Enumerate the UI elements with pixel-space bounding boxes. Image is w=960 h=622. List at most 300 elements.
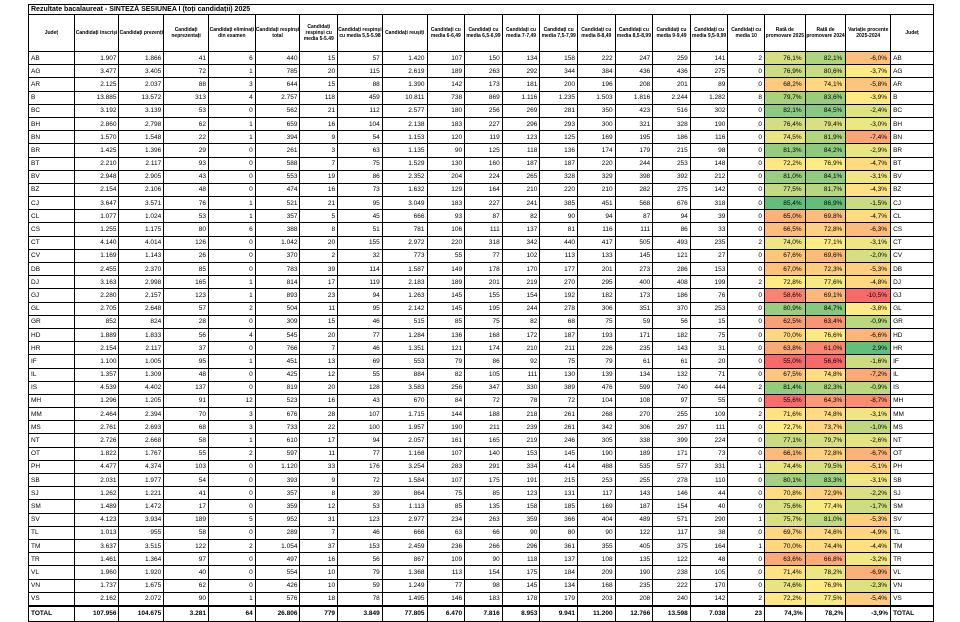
cell-value: 48 bbox=[164, 368, 209, 381]
cell-value: -1,7% bbox=[846, 500, 891, 513]
county-code-right: CV bbox=[891, 249, 934, 262]
cell-value: 523 bbox=[255, 394, 300, 407]
cell-value: 952 bbox=[255, 513, 300, 526]
cell-value: 366 bbox=[540, 513, 578, 526]
cell-value: 77 bbox=[338, 328, 383, 341]
cell-value: 15 bbox=[300, 315, 338, 328]
cell-value: 306 bbox=[577, 302, 615, 315]
cell-value: 562 bbox=[255, 104, 300, 117]
cell-value: 1.249 bbox=[382, 579, 427, 592]
table-row bbox=[29, 434, 934, 447]
cell-value: 4.477 bbox=[74, 460, 119, 473]
county-code: SM bbox=[29, 500, 75, 513]
county-code-right: GR bbox=[891, 315, 934, 328]
cell-value: 864 bbox=[382, 487, 427, 500]
cell-value: 6 bbox=[208, 52, 255, 65]
cell-value: 58 bbox=[164, 526, 209, 539]
cell-value: 1.255 bbox=[74, 223, 119, 236]
total-row bbox=[29, 606, 934, 622]
cell-value: 1.816 bbox=[615, 91, 653, 104]
cell-value: 39 bbox=[690, 210, 728, 223]
cell-value: 2.117 bbox=[119, 342, 164, 355]
cell-value: 0 bbox=[728, 302, 765, 315]
cell-value: 8 bbox=[728, 91, 765, 104]
cell-value: 0 bbox=[728, 144, 765, 157]
cell-value: 210 bbox=[502, 342, 540, 355]
cell-value: 56 bbox=[653, 315, 691, 328]
cell-value: 291 bbox=[465, 460, 503, 473]
cell-value: 176 bbox=[338, 460, 383, 473]
cell-value: 281 bbox=[540, 104, 578, 117]
cell-value: 111 bbox=[615, 223, 653, 236]
cell-value: 7 bbox=[300, 526, 338, 539]
cell-value: 884 bbox=[382, 368, 427, 381]
cell-value: 195 bbox=[465, 302, 503, 315]
cell-value: 136 bbox=[427, 328, 465, 341]
cell-value: 1.024 bbox=[119, 210, 164, 223]
cell-value: 1.960 bbox=[74, 566, 119, 579]
cell-value: 588 bbox=[255, 157, 300, 170]
cell-value: 296 bbox=[502, 117, 540, 130]
cell-value: 13 bbox=[300, 355, 338, 368]
cell-value: 179 bbox=[615, 144, 653, 157]
cell-value: 5 bbox=[208, 513, 255, 526]
county-code-right: SJ bbox=[891, 487, 934, 500]
county-code-right: BH bbox=[891, 117, 934, 130]
cell-value: 115 bbox=[338, 65, 383, 78]
cell-value: 22 bbox=[164, 131, 209, 144]
cell-value: 2.370 bbox=[119, 263, 164, 276]
cell-value: -3,9% bbox=[846, 91, 891, 104]
cell-value: 191 bbox=[502, 474, 540, 487]
cell-value: 72 bbox=[540, 394, 578, 407]
cell-value: 8 bbox=[300, 487, 338, 500]
cell-value: 48 bbox=[690, 553, 728, 566]
cell-value: 0 bbox=[728, 170, 765, 183]
cell-value: 119 bbox=[338, 276, 383, 289]
cell-value: 103 bbox=[164, 460, 209, 473]
cell-value: -2,0% bbox=[846, 249, 891, 262]
cell-value: 393 bbox=[255, 474, 300, 487]
cell-value: 21 bbox=[300, 197, 338, 210]
county-code-right: DJ bbox=[891, 276, 934, 289]
cell-value: 0 bbox=[208, 236, 255, 249]
cell-value: 2.977 bbox=[382, 513, 427, 526]
table-row bbox=[29, 315, 934, 328]
cell-value: 2.183 bbox=[382, 276, 427, 289]
cell-value: 86 bbox=[338, 170, 383, 183]
cell-value: 74,4% bbox=[805, 539, 846, 552]
cell-value: 297 bbox=[653, 421, 691, 434]
cell-value: 183 bbox=[465, 592, 503, 606]
cell-value: 178 bbox=[502, 592, 540, 606]
county-code: AB bbox=[29, 52, 75, 65]
cell-value: 85 bbox=[427, 315, 465, 328]
cell-value: 153 bbox=[338, 539, 383, 552]
cell-value: 94 bbox=[338, 289, 383, 302]
total-value: 78,2% bbox=[805, 606, 846, 622]
cell-value: 2.726 bbox=[74, 434, 119, 447]
county-code-right: BN bbox=[891, 131, 934, 144]
county-code-right: VS bbox=[891, 592, 934, 606]
cell-value: 59 bbox=[338, 579, 383, 592]
cell-value: 1.907 bbox=[74, 52, 119, 65]
cell-value: 785 bbox=[255, 65, 300, 78]
cell-value: 78,2% bbox=[805, 566, 846, 579]
table-row bbox=[29, 65, 934, 78]
column-header: Candidați respinși cu media 5,5-5.98 bbox=[338, 15, 383, 52]
cell-value: 144 bbox=[427, 408, 465, 421]
cell-value: 0 bbox=[728, 223, 765, 236]
cell-value: 20 bbox=[690, 355, 728, 368]
cell-value: 116 bbox=[577, 223, 615, 236]
cell-value: 2.162 bbox=[74, 592, 119, 606]
column-header: Candidați înscriși bbox=[74, 15, 119, 52]
county-code: BZ bbox=[29, 183, 75, 196]
cell-value: 1.587 bbox=[382, 263, 427, 276]
cell-value: 55,6% bbox=[765, 394, 806, 407]
county-code: AR bbox=[29, 78, 75, 91]
cell-value: 87 bbox=[465, 210, 503, 223]
cell-value: -2,4% bbox=[846, 104, 891, 117]
cell-value: 2.577 bbox=[382, 104, 427, 117]
cell-value: 169 bbox=[577, 500, 615, 513]
cell-value: 67,6% bbox=[765, 249, 806, 262]
cell-value: 0 bbox=[728, 553, 765, 566]
cell-value: 269 bbox=[502, 104, 540, 117]
table-row bbox=[29, 210, 934, 223]
cell-value: 69,6% bbox=[805, 249, 846, 262]
cell-value: 81,7% bbox=[805, 183, 846, 196]
table-row bbox=[29, 408, 934, 421]
cell-value: 76,9% bbox=[765, 65, 806, 78]
cell-value: 296 bbox=[502, 539, 540, 552]
cell-value: 4 bbox=[208, 91, 255, 104]
cell-value: -1,5% bbox=[846, 197, 891, 210]
cell-value: 155 bbox=[465, 289, 503, 302]
cell-value: 2.280 bbox=[74, 289, 119, 302]
cell-value: 852 bbox=[74, 315, 119, 328]
county-code: MH bbox=[29, 394, 75, 407]
cell-value: 370 bbox=[653, 302, 691, 315]
cell-value: 77 bbox=[465, 249, 503, 262]
cell-value: 200 bbox=[540, 78, 578, 91]
cell-value: 610 bbox=[255, 434, 300, 447]
cell-value: 168 bbox=[577, 579, 615, 592]
cell-value: 571 bbox=[653, 513, 691, 526]
cell-value: 256 bbox=[427, 381, 465, 394]
cell-value: 79 bbox=[577, 355, 615, 368]
cell-value: 357 bbox=[255, 487, 300, 500]
table-row bbox=[29, 579, 934, 592]
cell-value: 521 bbox=[255, 197, 300, 210]
cell-value: 20 bbox=[300, 328, 338, 341]
cell-value: 73 bbox=[690, 447, 728, 460]
cell-value: 3.405 bbox=[119, 65, 164, 78]
cell-value: 74,6% bbox=[805, 526, 846, 539]
cell-value: 599 bbox=[615, 381, 653, 394]
cell-value: 370 bbox=[255, 249, 300, 262]
county-code-right: VL bbox=[891, 566, 934, 579]
total-value: 7.816 bbox=[465, 606, 503, 622]
table-row bbox=[29, 131, 934, 144]
cell-value: 119 bbox=[465, 131, 503, 144]
cell-value: 84,5% bbox=[805, 104, 846, 117]
cell-value: 182 bbox=[653, 328, 691, 341]
cell-value: 66,1% bbox=[765, 447, 806, 460]
cell-value: 81 bbox=[540, 223, 578, 236]
cell-value: 1 bbox=[208, 210, 255, 223]
cell-value: 79,4% bbox=[805, 117, 846, 130]
county-code-right: SV bbox=[891, 513, 934, 526]
cell-value: 235 bbox=[690, 236, 728, 249]
county-code: TM bbox=[29, 539, 75, 552]
cell-value: 0 bbox=[208, 526, 255, 539]
cell-value: 11 bbox=[300, 447, 338, 460]
county-code-right: OT bbox=[891, 447, 934, 460]
cell-value: 359 bbox=[502, 513, 540, 526]
cell-value: 0 bbox=[208, 500, 255, 513]
cell-value: -3,1% bbox=[846, 170, 891, 183]
county-code: AG bbox=[29, 65, 75, 78]
cell-value: 72,8% bbox=[805, 223, 846, 236]
cell-value: 2.459 bbox=[382, 539, 427, 552]
cell-value: 867 bbox=[382, 553, 427, 566]
cell-value: 93 bbox=[164, 157, 209, 170]
cell-value: -5,8% bbox=[846, 78, 891, 91]
table-row bbox=[29, 421, 934, 434]
cell-value: 2.125 bbox=[74, 78, 119, 91]
cell-value: 1.296 bbox=[74, 394, 119, 407]
cell-value: 2 bbox=[208, 539, 255, 552]
column-header: Candidați respinși total bbox=[255, 15, 300, 52]
cell-value: 1.957 bbox=[382, 421, 427, 434]
cell-value: 85 bbox=[465, 487, 503, 500]
cell-value: 3.934 bbox=[119, 513, 164, 526]
cell-value: 121 bbox=[427, 342, 465, 355]
cell-value: 350 bbox=[577, 104, 615, 117]
cell-value: 733 bbox=[255, 421, 300, 434]
cell-value: 2.905 bbox=[119, 170, 164, 183]
cell-value: 125 bbox=[465, 144, 503, 157]
cell-value: 68,2% bbox=[765, 78, 806, 91]
cell-value: 268 bbox=[577, 408, 615, 421]
total-value: 26.806 bbox=[255, 606, 300, 622]
cell-value: 1.503 bbox=[577, 91, 615, 104]
column-header: Rată de promovare 2024 bbox=[805, 15, 846, 52]
cell-value: 61 bbox=[653, 355, 691, 368]
cell-value: 3.647 bbox=[74, 197, 119, 210]
county-code: IS bbox=[29, 381, 75, 394]
cell-value: 86 bbox=[465, 355, 503, 368]
cell-value: 3 bbox=[300, 144, 338, 157]
cell-value: 0 bbox=[728, 579, 765, 592]
cell-value: 122 bbox=[164, 539, 209, 552]
cell-value: 79,7% bbox=[765, 91, 806, 104]
cell-value: 107 bbox=[427, 447, 465, 460]
cell-value: 0 bbox=[208, 315, 255, 328]
cell-value: 170 bbox=[502, 263, 540, 276]
cell-value: 84,7% bbox=[805, 302, 846, 315]
cell-value: 227 bbox=[465, 197, 503, 210]
cell-value: 0 bbox=[208, 249, 255, 262]
cell-value: 90 bbox=[577, 526, 615, 539]
cell-value: 1 bbox=[208, 434, 255, 447]
county-code-right: BR bbox=[891, 144, 934, 157]
cell-value: 126 bbox=[164, 236, 209, 249]
cell-value: 347 bbox=[465, 381, 503, 394]
cell-value: 38 bbox=[690, 526, 728, 539]
cell-value: 107 bbox=[427, 474, 465, 487]
cell-value: 192 bbox=[540, 289, 578, 302]
cell-value: 1.262 bbox=[74, 487, 119, 500]
cell-value: 278 bbox=[653, 474, 691, 487]
cell-value: 63,6% bbox=[765, 553, 806, 566]
table-row bbox=[29, 302, 934, 315]
county-code-right: TL bbox=[891, 526, 934, 539]
cell-value: -3,1% bbox=[846, 408, 891, 421]
cell-value: 263 bbox=[465, 513, 503, 526]
cell-value: 1.715 bbox=[382, 408, 427, 421]
cell-value: 2.705 bbox=[74, 302, 119, 315]
cell-value: 178 bbox=[465, 263, 503, 276]
cell-value: 153 bbox=[502, 447, 540, 460]
cell-value: 150 bbox=[465, 52, 503, 65]
cell-value: 0 bbox=[208, 553, 255, 566]
cell-value: 114 bbox=[338, 263, 383, 276]
county-code: B bbox=[29, 91, 75, 104]
cell-value: 0 bbox=[208, 342, 255, 355]
table-row bbox=[29, 513, 934, 526]
cell-value: 48 bbox=[164, 183, 209, 196]
total-label-right: TOTAL bbox=[891, 606, 934, 622]
county-code: TR bbox=[29, 553, 75, 566]
table-row bbox=[29, 91, 934, 104]
cell-value: 10 bbox=[300, 579, 338, 592]
cell-value: 79,5% bbox=[805, 460, 846, 473]
cell-value: 72,3% bbox=[805, 263, 846, 276]
total-value: -3,9% bbox=[846, 606, 891, 622]
cell-value: 0 bbox=[208, 474, 255, 487]
cell-value: 17 bbox=[164, 500, 209, 513]
cell-value: 140 bbox=[465, 447, 503, 460]
cell-value: 255 bbox=[653, 408, 691, 421]
total-label: TOTAL bbox=[29, 606, 75, 622]
cell-value: 273 bbox=[615, 263, 653, 276]
column-header: Candidați cu media 7,5-7,99 bbox=[540, 15, 578, 52]
cell-value: 0 bbox=[728, 421, 765, 434]
county-code: BR bbox=[29, 144, 75, 157]
cell-value: 19 bbox=[300, 170, 338, 183]
cell-value: 489 bbox=[615, 513, 653, 526]
cell-value: 65,0% bbox=[765, 210, 806, 223]
cell-value: -6,6% bbox=[846, 328, 891, 341]
cell-value: 235 bbox=[615, 579, 653, 592]
cell-value: -7,2% bbox=[846, 368, 891, 381]
column-header: Candidați cu media 8,5-8,99 bbox=[615, 15, 653, 52]
cell-value: 146 bbox=[653, 487, 691, 500]
cell-value: 1.364 bbox=[119, 553, 164, 566]
cell-value: 1.135 bbox=[382, 144, 427, 157]
table-row bbox=[29, 170, 934, 183]
cell-value: 43 bbox=[338, 394, 383, 407]
county-code: BH bbox=[29, 117, 75, 130]
cell-value: 16 bbox=[300, 394, 338, 407]
cell-value: 597 bbox=[255, 447, 300, 460]
cell-value: 72,2% bbox=[765, 157, 806, 170]
cell-value: 94 bbox=[577, 210, 615, 223]
cell-value: 118 bbox=[300, 91, 338, 104]
cell-value: 1.284 bbox=[382, 328, 427, 341]
county-code-right: HR bbox=[891, 342, 934, 355]
cell-value: 4.402 bbox=[119, 381, 164, 394]
cell-value: 1.570 bbox=[74, 131, 119, 144]
cell-value: 95 bbox=[338, 197, 383, 210]
cell-value: 89 bbox=[690, 78, 728, 91]
cell-value: 53 bbox=[338, 500, 383, 513]
cell-value: 4 bbox=[208, 328, 255, 341]
cell-value: 134 bbox=[540, 579, 578, 592]
county-code: CL bbox=[29, 210, 75, 223]
cell-value: 305 bbox=[577, 434, 615, 447]
cell-value: 74,6% bbox=[765, 579, 806, 592]
cell-value: 40 bbox=[690, 500, 728, 513]
cell-value: 8 bbox=[300, 223, 338, 236]
cell-value: 302 bbox=[690, 104, 728, 117]
cell-value: 0 bbox=[728, 355, 765, 368]
cell-value: 1.529 bbox=[382, 157, 427, 170]
cell-value: 0 bbox=[208, 170, 255, 183]
county-code: DJ bbox=[29, 276, 75, 289]
cell-value: 1.120 bbox=[255, 460, 300, 473]
table-row bbox=[29, 78, 934, 91]
cell-value: 2.138 bbox=[382, 117, 427, 130]
total-value: 8.953 bbox=[502, 606, 540, 622]
cell-value: 102 bbox=[502, 249, 540, 262]
column-header: Candidați cu media 8-8,49 bbox=[577, 15, 615, 52]
cell-value: 1 bbox=[208, 65, 255, 78]
cell-value: 74,8% bbox=[805, 368, 846, 381]
cell-value: 2.948 bbox=[74, 170, 119, 183]
cell-value: 90 bbox=[540, 210, 578, 223]
cell-value: 11 bbox=[300, 302, 338, 315]
cell-value: 81,4% bbox=[765, 381, 806, 394]
cell-value: 0 bbox=[728, 394, 765, 407]
cell-value: 4.123 bbox=[74, 513, 119, 526]
cell-value: 58 bbox=[164, 434, 209, 447]
cell-value: 3.049 bbox=[382, 197, 427, 210]
county-code: GR bbox=[29, 315, 75, 328]
cell-value: 117 bbox=[577, 487, 615, 500]
cell-value: 253 bbox=[653, 157, 691, 170]
cell-value: 2 bbox=[208, 447, 255, 460]
cell-value: 66,8% bbox=[805, 553, 846, 566]
cell-value: -5,3% bbox=[846, 513, 891, 526]
cell-value: 40 bbox=[164, 566, 209, 579]
cell-value: 68 bbox=[164, 421, 209, 434]
cell-value: 0 bbox=[208, 381, 255, 394]
cell-value: 283 bbox=[427, 460, 465, 473]
cell-value: -4,7% bbox=[846, 157, 891, 170]
cell-value: 1.143 bbox=[119, 249, 164, 262]
cell-value: 143 bbox=[615, 487, 653, 500]
cell-value: 1.822 bbox=[74, 447, 119, 460]
cell-value: 1.205 bbox=[119, 394, 164, 407]
cell-value: 220 bbox=[540, 183, 578, 196]
cell-value: -0,9% bbox=[846, 315, 891, 328]
cell-value: 474 bbox=[255, 183, 300, 196]
cell-value: 493 bbox=[653, 236, 691, 249]
